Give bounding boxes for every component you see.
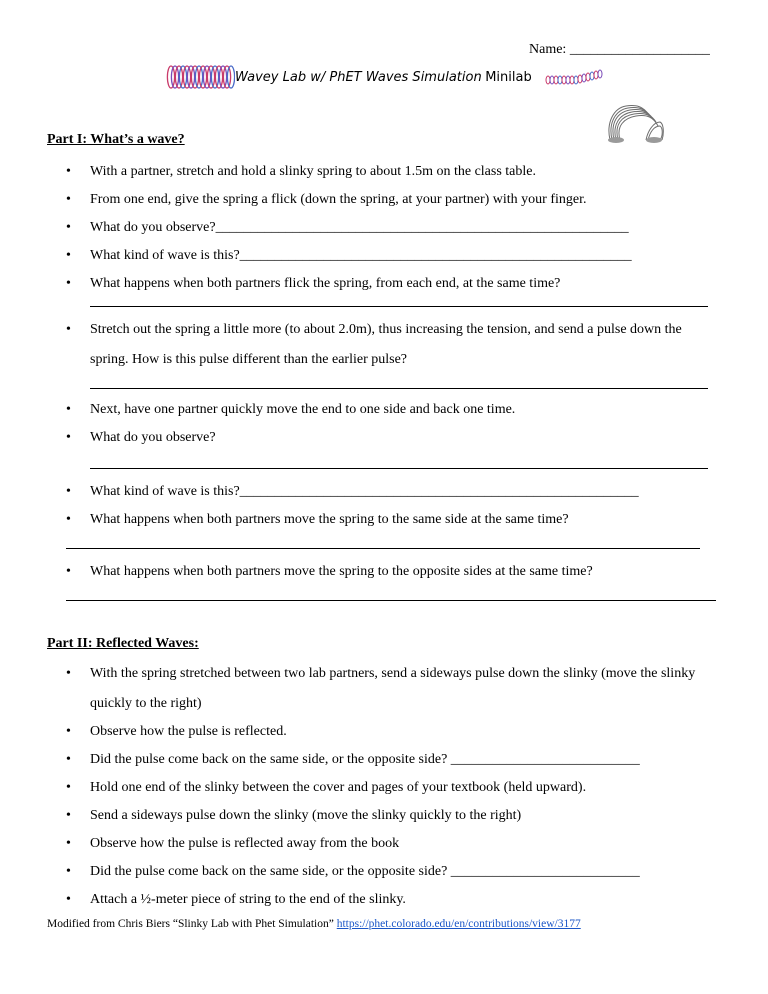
list-item: Next, have one partner quickly move the end to one side and back one time. [90, 402, 516, 417]
bullet-icon: • [66, 220, 71, 235]
list-item: Did the pulse come back on the same side, or the opposite side? ___________________________ [90, 752, 640, 767]
part2-heading: Part II: Reflected Waves: [47, 636, 199, 651]
answer-line[interactable] [90, 388, 708, 389]
title-plain: Minilab [485, 70, 532, 85]
page-title [235, 70, 532, 86]
bullet-icon: • [66, 836, 71, 851]
bullet-icon: • [66, 164, 71, 179]
list-item: With a partner, stretch and hold a slinky spring to about 1.5m on the class table. [90, 164, 536, 179]
list-item: With the spring stretched between two lab partners, send a sideways pulse down the slinky (move the slinky quickly to the right) [90, 666, 696, 711]
list-item: What happens when both partners move the spring to the same side at the same time? [90, 512, 569, 527]
list-item: Observe how the pulse is reflected away from the book [90, 836, 400, 851]
answer-line[interactable] [90, 306, 708, 307]
title-row [165, 62, 605, 92]
list-item: What happens when both partners move the spring to the opposite sides at the same time? [90, 564, 593, 579]
bullet-icon: • [66, 322, 71, 337]
bullet-icon: • [66, 248, 71, 263]
list-item: What happens when both partners flick the spring, from each end, at the same time? [90, 276, 561, 291]
bullet-icon: • [66, 724, 71, 739]
answer-line[interactable] [66, 548, 700, 549]
slinky-icon [604, 100, 666, 144]
footer-text: Modified from Chris Biers “Slinky Lab with Phet Simulation” [47, 918, 334, 930]
bullet-icon: • [66, 808, 71, 823]
bullet-icon: • [66, 780, 71, 795]
bullet-icon: • [66, 666, 71, 681]
list-item: Hold one end of the slinky between the cover and pages of your textbook (held upward). [90, 780, 587, 795]
name-field-label: Name: ____________________ [529, 42, 710, 57]
answer-line[interactable] [90, 468, 708, 469]
bullet-icon: • [66, 864, 71, 879]
list-item: Observe how the pulse is reflected. [90, 724, 287, 739]
list-item: Attach a ½-meter piece of string to the end of the slinky. [90, 892, 406, 907]
list-item: What kind of wave is this?_________________________________________________________ [90, 484, 639, 499]
bullet-icon: • [66, 484, 71, 499]
list-item: Stretch out the spring a little more (to about 2.0m), thus increasing the tension, and send a pulse down the spring. How is this pulse different than the earlier pulse? [90, 322, 682, 367]
bullet-icon: • [66, 402, 71, 417]
bullet-icon: • [66, 512, 71, 527]
answer-line[interactable] [66, 600, 716, 601]
part1-heading: Part I: What’s a wave? [47, 132, 185, 147]
list-item: What kind of wave is this?________________________________________________________ [90, 248, 632, 263]
title-italic: Wavey Lab w/ PhET Waves Simulation [235, 70, 482, 85]
bullet-icon: • [66, 276, 71, 291]
list-item: What do you observe?___________________________________________________________ [90, 220, 629, 235]
bullet-icon: • [66, 192, 71, 207]
list-item: Send a sideways pulse down the slinky (move the slinky quickly to the right) [90, 808, 522, 823]
bullet-icon: • [66, 892, 71, 907]
bullet-icon: • [66, 564, 71, 579]
bullet-icon: • [66, 752, 71, 767]
footer [47, 918, 581, 930]
bullet-icon: • [66, 430, 71, 445]
list-item: What do you observe? [90, 430, 216, 445]
coil-spring-icon [165, 64, 235, 90]
coil-spring-small-icon [544, 66, 604, 88]
list-item: From one end, give the spring a flick (down the spring, at your partner) with your finger. [90, 192, 587, 207]
list-item: Did the pulse come back on the same side, or the opposite side? ___________________________ [90, 864, 640, 879]
footer-link[interactable]: https://phet.colorado.edu/en/contributions/view/3177 [336, 918, 581, 930]
